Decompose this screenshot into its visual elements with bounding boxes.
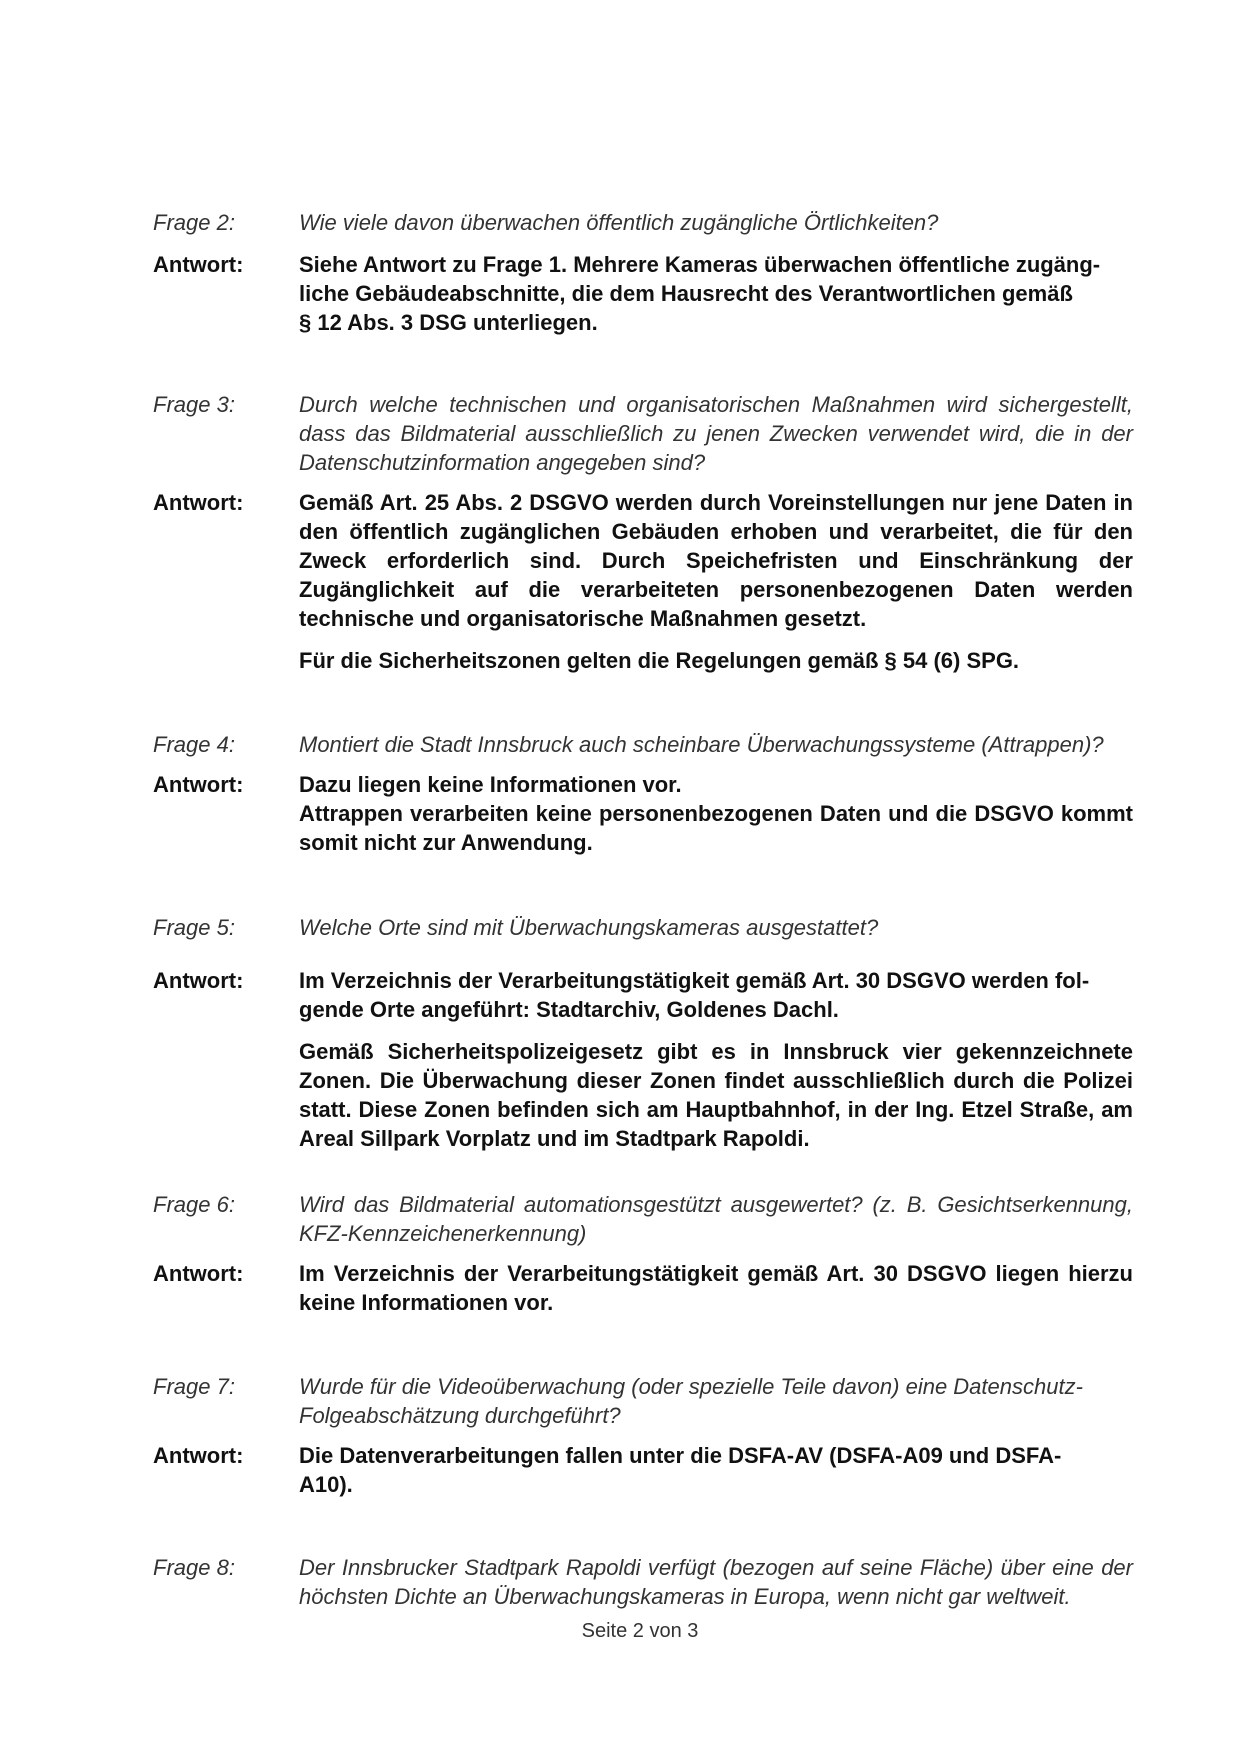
question-text: Welche Orte sind mit Überwachungskameras ausgestattet?	[299, 915, 879, 940]
answer-text	[299, 966, 1133, 1153]
question-label: Frage 2:	[153, 210, 235, 235]
answer-label: Antwort:	[153, 772, 244, 797]
question-label: Frage 5:	[153, 915, 235, 940]
question-text: Wie viele davon überwachen öffentlich zugängliche Örtlichkeiten?	[299, 210, 939, 235]
question-line: Folgeabschätzung durchgeführt?	[299, 1403, 621, 1428]
answer-line: A10).	[299, 1472, 353, 1497]
question-line: Wurde für die Videoüberwachung (oder spezielle Teile davon) eine Datenschutz-	[299, 1374, 1083, 1399]
question-5	[153, 913, 1133, 942]
question-label: Frage 4:	[153, 732, 235, 757]
question-text: Durch welche technischen und organisatorischen Maßnahmen wird sichergestellt, dass das Bildmaterial ausschließlich zu jenen Zwecken verwendet wird, die in der Datenschutzinformation angegeben sind?	[299, 392, 1133, 475]
answer-paragraph: Attrappen verarbeiten keine personenbezogenen Daten und die DSGVO kommt somit nicht zur Anwendung.	[299, 801, 1133, 855]
answer-label: Antwort:	[153, 252, 244, 277]
answer-text	[299, 1441, 1133, 1499]
answer-text	[299, 250, 1133, 337]
answer-line: liche Gebäudeabschnitte, die dem Hausrecht des Verantwortlichen gemäß	[299, 281, 1073, 306]
question-8	[153, 1553, 1133, 1611]
answer-line: gende Orte angeführt: Stadtarchiv, Goldenes Dachl.	[299, 997, 839, 1022]
answer-paragraph: Dazu liegen keine Informationen vor.	[299, 772, 682, 797]
question-7	[153, 1372, 1133, 1430]
answer-paragraph: Gemäß Art. 25 Abs. 2 DSGVO werden durch Voreinstellungen nur jene Daten in den öffentlich zugänglichen Gebäuden erhoben und verarbeitet, die für den Zweck erforderlich sind. Durch Speichefristen und Einschränkung der Zugänglichkeit auf die verarbeiteten personenbezogenen Daten werden technische und organisatorische Maßnahmen gesetzt.	[299, 490, 1133, 631]
question-2	[153, 208, 1133, 237]
question-label: Frage 3:	[153, 392, 235, 417]
question-label: Frage 7:	[153, 1374, 235, 1399]
answer-line: Siehe Antwort zu Frage 1. Mehrere Kameras überwachen öffentliche zugäng-	[299, 252, 1101, 277]
answer-6	[153, 1259, 1133, 1317]
question-label: Frage 6:	[153, 1192, 235, 1217]
question-3	[153, 390, 1133, 477]
answer-paragraph: Gemäß Sicherheitspolizeigesetz gibt es in Innsbruck vier gekennzeichnete Zonen. Die Überwachung dieser Zonen findet ausschließlich durch die Polizei statt. Diese Zonen befinden sich am Hauptbahnhof, in der Ing. Etzel Straße, am Areal Sillpark Vorplatz und im Stadtpark Rapoldi.	[299, 1039, 1133, 1151]
answer-text	[299, 770, 1133, 857]
question-text: Montiert die Stadt Innsbruck auch scheinbare Überwachungssysteme (Attrappen)?	[299, 732, 1104, 757]
question-text: Der Innsbrucker Stadtpark Rapoldi verfügt (bezogen auf seine Fläche) über eine der höchsten Dichte an Überwachungskameras in Europa, wenn nicht gar weltweit.	[299, 1555, 1133, 1609]
question-4	[153, 730, 1133, 759]
question-label: Frage 8:	[153, 1555, 235, 1580]
answer-4	[153, 770, 1133, 857]
answer-paragraph: Für die Sicherheitszonen gelten die Regelungen gemäß § 54 (6) SPG.	[299, 648, 1020, 673]
question-text: Wird das Bildmaterial automationsgestützt ausgewertet? (z. B. Gesichtserkennung, KFZ-Kennzeichenerkennung)	[299, 1192, 1133, 1246]
answer-7	[153, 1441, 1133, 1499]
answer-line: Im Verzeichnis der Verarbeitungstätigkeit gemäß Art. 30 DSGVO werden fol-	[299, 968, 1090, 993]
page-footer: Seite 2 von 3	[581, 1620, 699, 1642]
answer-label: Antwort:	[153, 1443, 244, 1468]
answer-text	[299, 488, 1133, 675]
answer-line: Die Datenverarbeitungen fallen unter die DSFA-AV (DSFA-A09 und DSFA-	[299, 1443, 1062, 1468]
answer-label: Antwort:	[153, 968, 244, 993]
answer-label: Antwort:	[153, 1261, 244, 1286]
answer-line: § 12 Abs. 3 DSG unterliegen.	[299, 310, 598, 335]
answer-2	[153, 250, 1133, 337]
answer-label: Antwort:	[153, 490, 244, 515]
answer-3	[153, 488, 1133, 675]
answer-text: Im Verzeichnis der Verarbeitungstätigkeit gemäß Art. 30 DSGVO liegen hierzu keine Informationen vor.	[299, 1261, 1133, 1315]
answer-5	[153, 966, 1133, 1153]
question-6	[153, 1190, 1133, 1248]
question-text	[299, 1372, 1133, 1430]
